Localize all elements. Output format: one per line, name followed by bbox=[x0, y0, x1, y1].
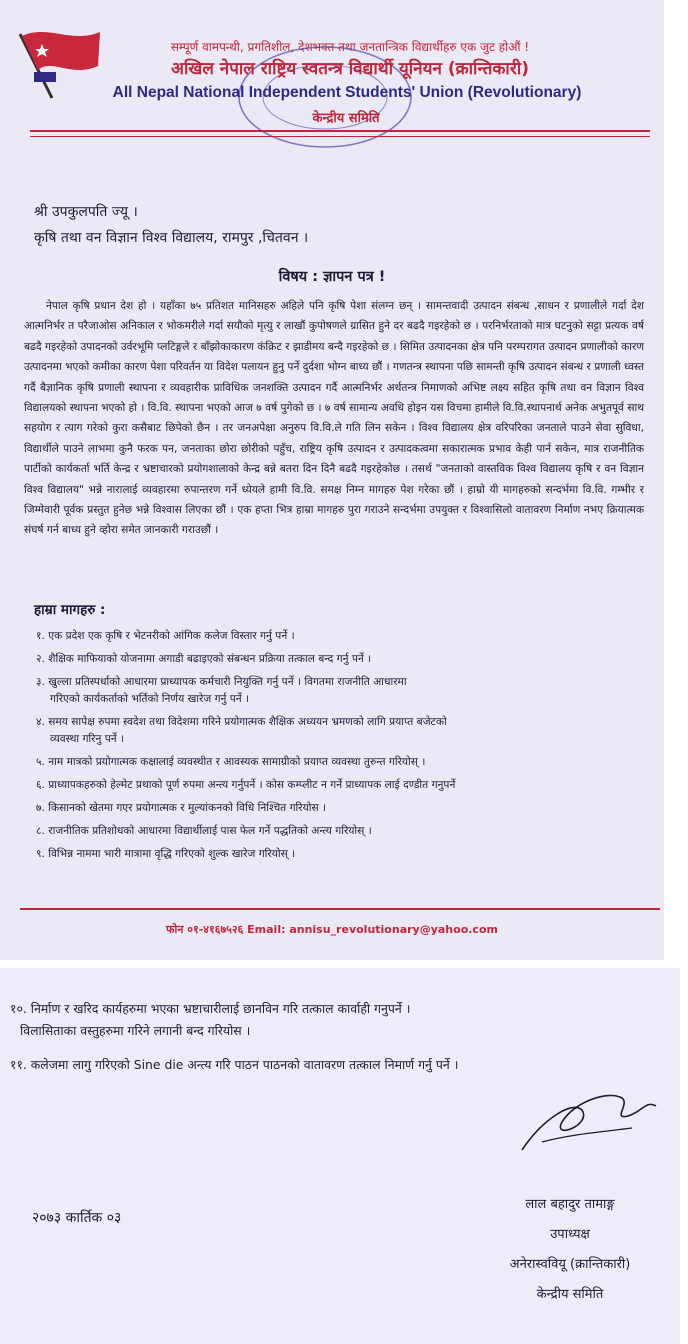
letter-date: २०७३ कार्तिक ०३ bbox=[32, 1210, 122, 1226]
demand-item bbox=[24, 651, 654, 668]
org-name-nepali: अखिल नेपाल राष्ट्रिय स्वतन्त्र विद्यार्थी यूनियन (क्रान्तिकारी) bbox=[171, 59, 529, 79]
demand-number: ३. bbox=[36, 676, 45, 688]
demand-item bbox=[24, 777, 654, 794]
demands-heading: हाम्रा मागहरु : bbox=[34, 602, 106, 618]
demand-item bbox=[24, 628, 654, 645]
signer-committee: केन्द्रीय समिति bbox=[536, 1287, 604, 1302]
demand-number: ११. bbox=[10, 1057, 27, 1072]
signer-name: लाल बहादुर तामाङ्ग bbox=[525, 1197, 615, 1212]
letterhead-divider-thin bbox=[30, 136, 650, 137]
demand-text: शैक्षिक माफियाको योजनामा अगाडी बढाइएको संबन्धन प्रक्रिया तत्काल बन्द गर्नु पर्ने । bbox=[48, 653, 372, 665]
demand-item bbox=[24, 823, 654, 840]
letter-page-2 bbox=[0, 968, 680, 1344]
demand-text: समय सापेक्ष रुपमा स्वदेश तथा विदेशमा गरिने प्रयोगात्मक शैक्षिक अध्ययन भ्रमणको लागि प्रयाप्त बजेटको bbox=[48, 716, 447, 728]
demand-text: निर्माण र खरिद कार्यहरुमा भएका भ्रष्टाचारीलाई छानविन गरि तत्काल कार्वाही गनुपर्ने । bbox=[30, 1001, 411, 1016]
demand-number: २. bbox=[36, 653, 45, 665]
demand-number: ९. bbox=[36, 848, 45, 860]
party-flag-logo bbox=[12, 22, 107, 102]
demand-number: ७. bbox=[36, 802, 45, 814]
demand-item bbox=[24, 674, 654, 708]
demand-text: खुल्ला प्रतिस्पर्धाको आधारमा प्राध्यापक कर्मचारी नियुक्ति गर्नु पर्ने । विगतमा राजनीति आधारमा bbox=[48, 676, 407, 688]
demand-text: प्राध्यापकहरुको हेल्मेट प्रथाको पूर्ण रुपमा अन्त्य गर्नुपर्ने । कोस कम्प्लीट न गर्ने प्राध्यापक लाई दण्डीत गनुपर्ने bbox=[48, 779, 456, 791]
demand-text: विभिन्न नाममा भारी मात्रामा वृद्धि गरिएको शुल्क खारेज गरियोस् । bbox=[48, 848, 296, 860]
central-committee-label: केन्द्रीय समिति bbox=[312, 111, 380, 126]
signer-block bbox=[470, 1190, 670, 1310]
demands-list bbox=[24, 628, 654, 869]
demand-number: ६. bbox=[36, 779, 45, 791]
letterhead-tagline: सम्पूर्ण वामपन्थी, प्रगतिशील, देशभक्त तथा जनतान्त्रिक विद्यार्थीहरु एक जुट होऔं ! bbox=[170, 40, 530, 54]
demand-number: ८. bbox=[36, 825, 45, 837]
demand-item bbox=[24, 800, 654, 817]
letterhead-divider bbox=[30, 130, 650, 132]
demand-item bbox=[24, 754, 654, 771]
demand-text: नाम मात्रको प्रयोगात्मक कक्षालाई व्यवस्थीत र आवस्यक सामाग्रीको प्रयाप्त व्यवस्था तुरुन्त गरियोस् । bbox=[48, 756, 426, 768]
handwritten-signature bbox=[512, 1080, 672, 1160]
footer-divider bbox=[20, 908, 660, 910]
demand-text-continued: व्यवस्था गरिनु पर्ने । bbox=[50, 733, 125, 745]
addressee-line-1: श्री उपकुलपति ज्यू । bbox=[34, 204, 138, 220]
demand-text: किसानको खेतमा गएर प्रयोगात्मक र मुल्यांकनको विधि निश्चित गरियोस । bbox=[48, 802, 327, 814]
footer-contact: फोन ०१-४१६७५२६ Email: annisu_revolutionary@yahoo.com bbox=[166, 923, 498, 936]
demand-text: राजनीतिक प्रतिशोधको आधारमा विद्यार्थीलाई पास फेल गर्ने पद्धतिको अन्त्य गरियोस् । bbox=[48, 825, 372, 837]
demand-number: ५. bbox=[36, 756, 45, 768]
org-name-english: All Nepal National Independent Students' Union (Revolutionary) bbox=[112, 84, 582, 101]
demand-item bbox=[24, 714, 654, 748]
demand-number: १०. bbox=[10, 1001, 27, 1016]
demand-item bbox=[10, 998, 670, 1042]
demand-text-continued: विलासिताका वस्तुहरुमा गरिने लगानी बन्द गरियोस । bbox=[20, 1023, 251, 1038]
demand-number: १. bbox=[36, 630, 45, 642]
demands-list-continued bbox=[10, 998, 670, 1088]
demand-item bbox=[24, 846, 654, 863]
demand-item bbox=[10, 1054, 670, 1076]
demand-number: ४. bbox=[36, 716, 45, 728]
demand-text-continued: गरिएको कार्यकर्ताको भर्तिको निर्णय खारेज गर्नु पर्ने । bbox=[50, 693, 250, 705]
demand-text: एक प्रदेश एक कृषि र भेटनरीको आंगिक कलेज विस्तार गर्नु पर्ने । bbox=[48, 630, 295, 642]
addressee-line-2: कृषि तथा वन विज्ञान विश्व विद्यालय, रामपुर ,चितवन । bbox=[34, 230, 309, 246]
signer-title: उपाध्यक्ष bbox=[550, 1227, 590, 1242]
demand-text: कलेजमा लागु गरिएको Sine die अन्त्य गरि पाठन पाठनको वातावरण तत्काल निमार्ण गर्नु पर्ने । bbox=[30, 1057, 459, 1072]
letter-body: नेपाल कृषि प्रधान देश हो । यहाँका ७५ प्रतिशत मानिसहरु अहिले पनि कृषि पेशा संलग्न छन् । सामन्तवादी उत्पादन संबन्ध ,साधन र प्रणालीले गर्दा देश आत्मनिर्भर त परैजाओस अनिकाल र भोकमरीले गर्दा सयौको मृत्यु र लाखौं कुपोषणले ग्रासित हुने दर बढदै गइरहेको छ । परनिर्भरताको मात्र घटनुको सट्टा प्रत्यक वर्ष बढदै गइरहेको उपादनको उर्वरभूमि प्लटिङ्गले र बाँझोकाकारण कंक्रिट र झाडीमय बन्दै गइरहेको छ । सिमित उत्पादनका क्षेत्र पनि परम्परागत उत्पादन प्रणालीको कारण उत्पादनमा भएको कमीका कारण पेशा परिवर्तन या विदेश पलायन हुनु पर्ने दुर्दशा भोग्न बाध्य छौं । गणतन्त्र स्थापना पछि सामन्ती कृषि उत्पादन संबन्ध र प्रणाली ध्वस्त गर्दै बैज्ञानिक कृषि प्रणाली स्थापना र व्यवहारीक प्राविधिक जनशक्ति उत्पादन गर्दै आत्मनिर्भर अर्थतन्त्र निमाणको अभिष्ट लक्ष्य सहित कृषि तथा वन विज्ञान विश्व विद्यालयको स्थापना भएको हो । वि.वि. स्थापना भएको आज ७ वर्ष पुगेको छ । ७ वर्ष सामान्य अवधि होइन यस विचमा हामीले वि.वि.स्थापनार्थ अनेक अभुतपूर्व साथ सहयोग र त्याग गरेको कुरा कसैबाट छिपेको छैन । तर जनअपेक्षा अनुरुप वि.वि.ले गति लिन सकेन । विश्व विद्यालय क्षेत्र वरिपरिका जनताले पाउने सेवा सुविधा, विद्यार्थीले पाउने लाभमा कुनै फरक पन, जनताका छोरा छोरीको पहुँच, राष्ट्रिय कृषि उत्पादन र उत्पादकत्वमा सकारात्मक प्रभाव केही पार्न सकेन, मात्र राजनीतिक पार्टीको कार्यकर्ता भर्ति केन्द्र र भ्रष्टाचारको प्रयोगशालाको केन्द्र बन्ने बतरा दिन दिनै बढदै गइरहेकोछ । तसर्थ "जनताको वास्तविक विश्व विद्यालय कृषि र वन विज्ञान विश्व विद्यालय" भन्ने नारालाई व्यवहारमा रुपान्तरण गर्ने ध्येयले हामी वि.वि. समक्ष निम्न मागहरु पेश गरेका छौं । हाम्रो यी मागहरुको सन्दर्भमा वि.वि. गम्भीर र जिम्मेवारी पूर्वक प्रस्तुत हुनेछ भन्ने विश्वास लिएका छौं । एक हप्ता भित्र हाम्रा मागहरु पुरा गराउने सन्दर्भमा उपयुक्त र विश्वासिलो वातावरण निर्माण नभए क्रियात्मक संघर्ष गर्न बाध्य हुने व्होरा समेत जानकारी गराउछौं । bbox=[24, 300, 645, 537]
letter-subject: विषय : ज्ञापन पत्र ! bbox=[278, 269, 386, 285]
signer-org: अनेरास्ववियू (क्रान्तिकारी) bbox=[509, 1257, 631, 1272]
